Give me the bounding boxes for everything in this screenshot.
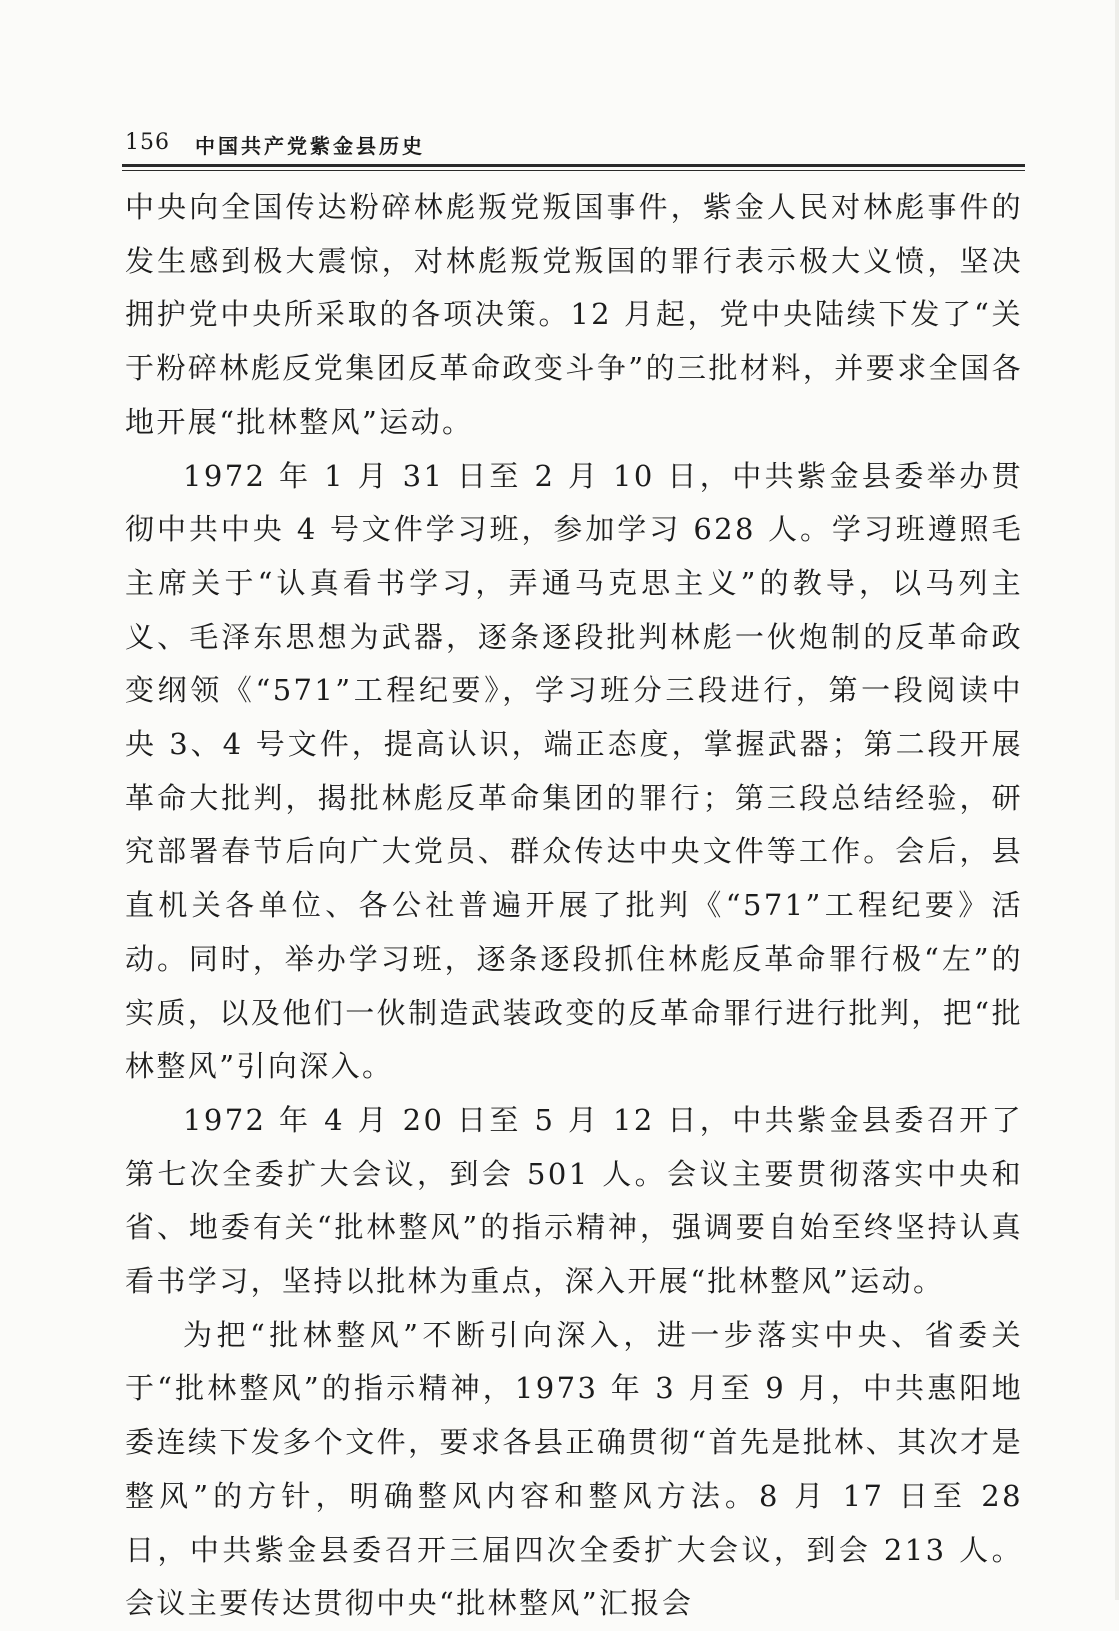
paragraph: 为把“批林整风”不断引向深入，进一步落实中央、省委关于“批林整风”的指示精神，1973 年 3 月至 9 月，中共惠阳地委连续下发多个文件，要求各县正确贯彻“首先是批林、其次才是整风”的方针，明确整风内容和整风方法。8 月 17 日至 28 日，中共紫金县委召开三届四次全委扩大会议，到会 213 人。会议主要传达贯彻中央“批林整风”汇报会	[125, 1317, 1023, 1621]
paragraph: 1972 年 4 月 20 日至 5 月 12 日，中共紫金县委召开了第七次全委扩大会议，到会 501 人。会议主要贯彻落实中央和省、地委有关“批林整风”的指示精神，强调要自始至终坚持认真看书学习，坚持以批林为重点，深入开展“批林整风”运动。	[125, 1102, 1023, 1299]
body-text	[125, 181, 1023, 1631]
page-number: 156	[125, 130, 170, 155]
running-title: 中国共产党紫金县历史	[195, 134, 425, 158]
page-header	[125, 130, 1025, 166]
header-rule-thick	[122, 164, 1025, 167]
paragraph: 中央向全国传达粉碎林彪叛党叛国事件，紫金人民对林彪事件的发生感到极大震惊，对林彪叛党叛国的罪行表示极大义愤，坚决拥护党中央所采取的各项决策。12 月起，党中央陆续下发了“关于粉碎林彪反党集团反革命政变斗争”的三批材料，并要求全国各地开展“批林整风”运动。	[125, 190, 1023, 439]
header-rule-thin	[122, 170, 1025, 171]
paragraph: 1972 年 1 月 31 日至 2 月 10 日，中共紫金县委举办贯彻中共中央 4 号文件学习班，参加学习 628 人。学习班遵照毛主席关于“认真看书学习，弄通马克思主义”的教导，以马列主义、毛泽东思想为武器，逐条逐段批判林彪一伙炮制的反革命政变纲领《“571”工程纪要》，学习班分三段进行，第一段阅读中央 3、4 号文件，提高认识，端正态度，掌握武器；第二段开展革命大批判，揭批林彪反革命集团的罪行；第三段总结经验，研究部署春节后向广大党员、群众传达中央文件等工作。会后，县直机关各单位、各公社普遍开展了批判《“571”工程纪要》活动。同时，举办学习班，逐条逐段抓住林彪反革命罪行极“左”的实质，以及他们一伙制造武装政变的反革命罪行进行批判，把“批林整风”引向深入。	[125, 458, 1023, 1084]
scan-edge	[1115, 0, 1119, 1600]
